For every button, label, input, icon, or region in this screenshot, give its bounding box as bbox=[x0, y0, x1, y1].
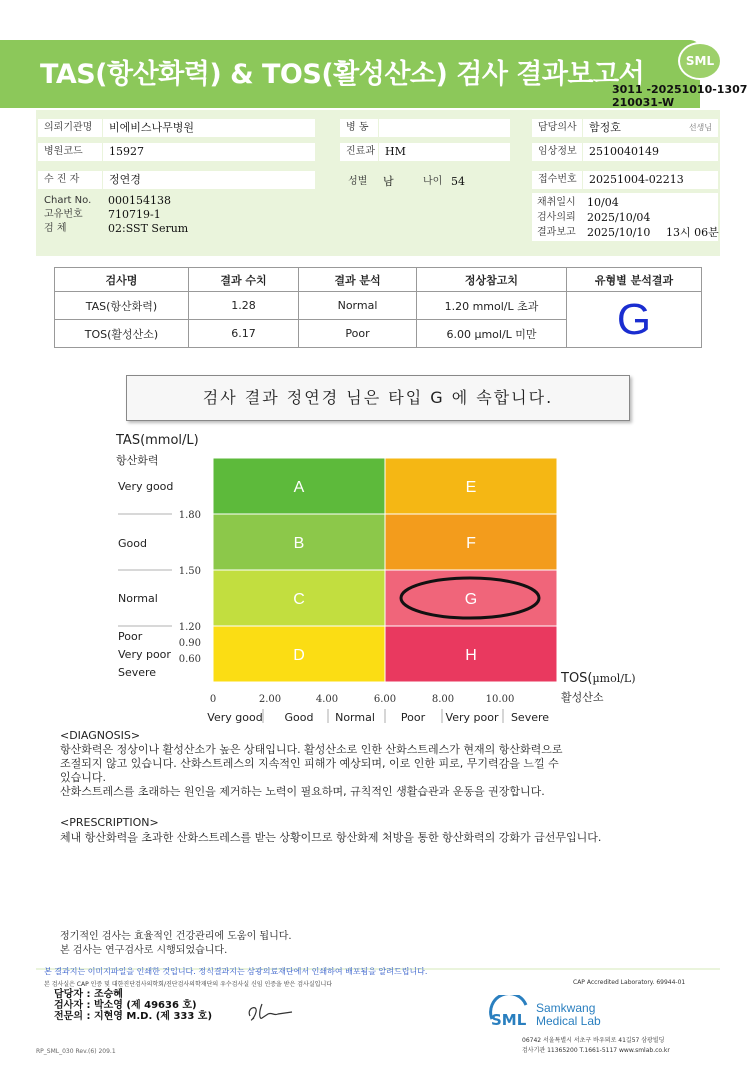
x-tick-label: 10.00 bbox=[485, 694, 515, 705]
grid-cell-label: G bbox=[464, 591, 478, 608]
sml-logo-badge: SML bbox=[678, 42, 722, 80]
table-header: 결과 분석 bbox=[299, 268, 417, 292]
table-header: 유형별 분석결과 bbox=[567, 268, 702, 292]
test-value: 1.28 bbox=[189, 292, 299, 320]
test-analysis: Normal bbox=[299, 292, 417, 320]
diagnosis-line: 조절되지 않고 있습니다. 산화스트레스의 지속적인 피해가 예상되며, 이로 인한 피로, 무기력감을 느낄 수 bbox=[60, 757, 559, 770]
sex-label: 성별 bbox=[348, 176, 368, 187]
receipt-label: 접수번호 bbox=[532, 171, 582, 189]
x-category-label: Poor bbox=[400, 711, 426, 724]
footer-notice: 본 결과지는 이미지파일을 인쇄한 것입니다. 정식결과지는 삼광의료재단에서 인쇄하여 배포됨을 알려드립니다. bbox=[44, 967, 428, 976]
grid-cell-label: D bbox=[293, 647, 305, 664]
grid-cell-label: C bbox=[293, 591, 305, 608]
x-tick-label: 6.00 bbox=[373, 694, 397, 705]
institution-value: 비에비스나무병원 bbox=[103, 119, 315, 137]
type-result: G bbox=[567, 292, 702, 348]
diagnosis-line: 있습니다. bbox=[60, 771, 107, 784]
grid-cell-label: A bbox=[293, 479, 305, 496]
grid-cell-label: E bbox=[465, 479, 477, 496]
closing-line: 본 검사는 연구검사로 시행되었습니다. bbox=[60, 945, 228, 956]
y-tick-label: 0.60 bbox=[178, 654, 201, 665]
chart-x-title-unit: µmol/L) bbox=[592, 672, 636, 685]
chart-y-title: TAS(mmol/L) bbox=[116, 433, 199, 448]
lab-name bbox=[536, 1002, 601, 1028]
report-time: 13시 06분 bbox=[666, 226, 719, 239]
lab-address: 06742 서울특별시 서초구 바우뫼로 41길57 삼광빌딩 bbox=[522, 1037, 665, 1044]
prescription-text: 체내 항산화력을 초과한 산화스트레스를 받는 상황이므로 항산화제 처방을 통한 항산화력의 강화가 급선무입니다. bbox=[60, 831, 602, 844]
test-name: TOS(활성산소) bbox=[55, 320, 189, 348]
y-category-label: Very poor bbox=[118, 648, 171, 661]
footer-cap-lab: CAP Accredited Laboratory. 69944-01 bbox=[573, 979, 686, 986]
clinical-label: 임상정보 bbox=[532, 143, 582, 161]
diagnosis-line: 항산화력은 정상이나 활성산소가 높은 상태입니다. 활성산소로 인한 산화스트레스가 현재의 항산화력으로 bbox=[60, 743, 563, 756]
signature-icon bbox=[244, 1000, 298, 1026]
receipt-value: 20251004-02213 bbox=[583, 171, 718, 189]
patient-value: 정연경 bbox=[103, 171, 315, 189]
grid-cell-label: B bbox=[293, 535, 305, 552]
x-category-label: Very good bbox=[207, 711, 263, 724]
doctor-label: 담당의사 bbox=[532, 119, 582, 137]
collect-label: 채취일시 bbox=[537, 197, 576, 208]
manager-line: 담당자 : 조승혜 bbox=[54, 989, 123, 1000]
patient-label: 수 진 자 bbox=[38, 171, 102, 189]
y-category-label: Normal bbox=[118, 592, 158, 605]
tester-line: 검사자 : 박소영 (제 49636 호) bbox=[54, 1000, 197, 1011]
report-code-line1: 3011 -20251010-1307 bbox=[612, 83, 748, 96]
x-category-label: Very poor bbox=[445, 711, 499, 724]
y-tick-label: 1.50 bbox=[178, 566, 201, 577]
table-header: 정상참고치 bbox=[417, 268, 567, 292]
table-header: 검사명 bbox=[55, 268, 189, 292]
age-value: 54 bbox=[451, 175, 465, 188]
x-tick-label: 4.00 bbox=[315, 694, 339, 705]
report-title: TAS(항산화력) & TOS(활성산소) 검사 결과보고서 bbox=[40, 59, 645, 90]
request-value: 2025/10/04 bbox=[587, 211, 651, 224]
prescription-title: <PRESCRIPTION> bbox=[60, 816, 159, 829]
x-tick-label: 0 bbox=[209, 694, 217, 705]
hospital-code-label: 병원코드 bbox=[38, 143, 102, 161]
test-reference: 6.00 µmol/L 미만 bbox=[417, 320, 567, 348]
institution-label: 의뢰기관명 bbox=[38, 119, 102, 137]
grid-cell-label: F bbox=[466, 535, 476, 552]
ward-label: 병 동 bbox=[340, 119, 378, 137]
chart-x-title bbox=[561, 671, 636, 686]
x-category-label: Severe bbox=[510, 711, 550, 724]
chart-value: 000154138 bbox=[108, 194, 171, 207]
lab-name-line2: Medical Lab bbox=[536, 1014, 601, 1028]
test-name: TAS(항산화력) bbox=[55, 292, 189, 320]
table-header: 결과 수치 bbox=[189, 268, 299, 292]
closing-text bbox=[60, 930, 700, 958]
svg-text:SML: SML bbox=[491, 1011, 527, 1029]
test-analysis: Poor bbox=[299, 320, 417, 348]
test-reference: 1.20 mmol/L 초과 bbox=[417, 292, 567, 320]
doctor-suffix: 선생님 bbox=[688, 123, 712, 132]
y-category-label: Poor bbox=[118, 630, 143, 643]
x-tick-label: 8.00 bbox=[431, 694, 455, 705]
id-value: 710719-1 bbox=[108, 208, 161, 221]
footer-cap-note: 본 검사실은 CAP 인증 및 대한진단검사의학회/진단검사의학재단의 우수검사실 신임 인증을 받은 검사실입니다 bbox=[44, 981, 333, 988]
y-tick-label: 1.80 bbox=[178, 510, 201, 521]
report-value: 2025/10/10 bbox=[587, 226, 651, 239]
report-label: 결과보고 bbox=[537, 227, 576, 238]
diagnosis-text bbox=[60, 743, 700, 799]
collect-value: 10/04 bbox=[587, 196, 619, 209]
form-number: RP_SML_030 Rev.(6) 209.1 bbox=[36, 1048, 116, 1055]
x-category-label: Normal bbox=[335, 711, 375, 724]
lab-name-line1: Samkwang bbox=[536, 1001, 596, 1015]
hospital-code-value: 15927 bbox=[103, 143, 315, 161]
test-value: 6.17 bbox=[189, 320, 299, 348]
closing-line: 정기적인 검사는 효율적인 건강관리에 도움이 됩니다. bbox=[60, 931, 292, 942]
x-tick-label: 2.00 bbox=[258, 694, 282, 705]
grid-cell-label: H bbox=[465, 647, 477, 664]
sex-value: 남 bbox=[383, 175, 394, 188]
y-category-label: Very good bbox=[118, 480, 174, 493]
dept-value: HM bbox=[379, 143, 510, 161]
chart-label: Chart No. bbox=[44, 195, 92, 206]
doctor-name: 함정호 bbox=[589, 121, 621, 134]
lab-contact: 검사기관 11365200 T.1661-5117 www.smlab.co.kr bbox=[522, 1047, 670, 1054]
diagnosis-title: <DIAGNOSIS> bbox=[60, 729, 141, 742]
y-tick-label: 0.90 bbox=[178, 638, 201, 649]
specimen-value: 02:SST Serum bbox=[108, 222, 189, 235]
report-code-line2: 210031-W bbox=[612, 96, 675, 109]
sml-logo-icon bbox=[488, 995, 530, 1029]
y-category-label: Good bbox=[118, 537, 147, 550]
id-label: 고유번호 bbox=[44, 209, 83, 220]
x-category-label: Good bbox=[284, 711, 314, 724]
dept-label: 진료과 bbox=[340, 143, 378, 161]
chart-x-title-main: TOS( bbox=[561, 671, 593, 686]
y-category-label: Severe bbox=[118, 666, 157, 679]
y-tick-label: 1.20 bbox=[178, 622, 201, 633]
clinical-value: 2510040149 bbox=[583, 143, 718, 161]
request-label: 검사의뢰 bbox=[537, 212, 576, 223]
chart-y-title2: 항산화력 bbox=[116, 454, 159, 467]
chart-x-title2: 활성산소 bbox=[561, 691, 604, 704]
diagnosis-line: 산화스트레스를 초래하는 원인을 제거하는 노력이 필요하며, 규칙적인 생활습관과 운동을 권장합니다. bbox=[60, 785, 545, 798]
specimen-label: 검 체 bbox=[44, 223, 67, 234]
summary-box: 검사 결과 정연경 님은 타입 G 에 속합니다. bbox=[126, 375, 630, 421]
specialist-line: 전문의 : 지현영 M.D. (제 333 호) bbox=[54, 1011, 213, 1022]
age-label: 나이 bbox=[423, 176, 443, 187]
